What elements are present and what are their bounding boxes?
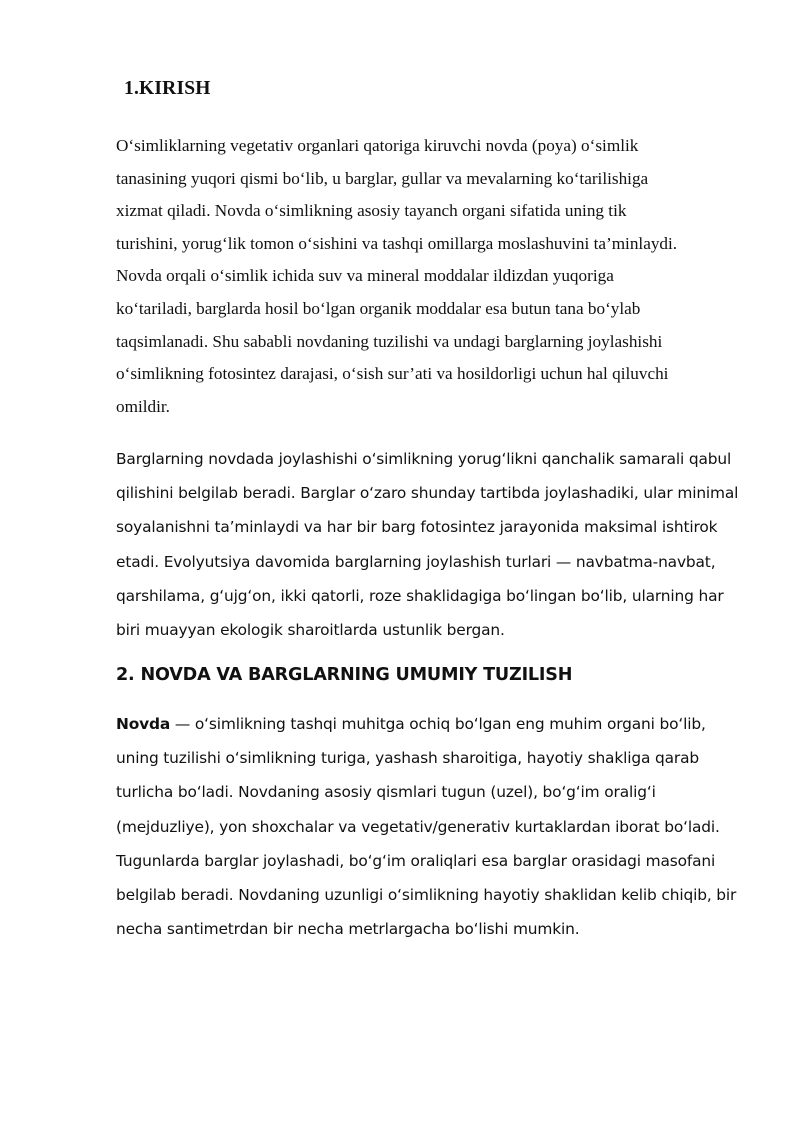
text-line: xizmat qiladi. Novda o‘simlikning asosiy tayanch organi sifatida uning tik [116, 201, 627, 221]
text-line: turlicha boʻladi. Novdaning asosiy qismlari tugun (uzel), boʻgʻim oraligʻi [116, 783, 656, 802]
section-heading-novda: 2. NOVDA VA BARGLARNING UMUMIY TUZILISH [116, 665, 573, 685]
text-line: qilishini belgilab beradi. Barglar oʻzaro shunday tartibda joylashadiki, ular minimal [116, 484, 739, 503]
text-fragment: — oʻsimlikning tashqi muhitga ochiq boʻlgan eng muhim organi boʻlib, [170, 715, 706, 733]
text-line: (mejduzliye), yon shoxchalar va vegetativ/generativ kurtaklardan iborat boʻladi. [116, 817, 720, 836]
text-line: turishini, yorug‘lik tomon o‘sishini va tashqi omillarga moslashuvini ta’minlaydi. [116, 233, 678, 253]
section-heading-kirish: 1.KIRISH [124, 78, 211, 99]
text-line: soyalanishni taʼminlaydi va har bir barg fotosintez jarayonida maksimal ishtirok [116, 518, 718, 537]
text-line: Tugunlarda barglar joylashadi, boʻgʻim oraliqlari esa barglar orasidagi masofani [116, 851, 716, 870]
text-line: o‘simlikning fotosintez darajasi, o‘sish sur’ati va hosildorligi uchun hal qiluvchi [116, 364, 669, 384]
text-line: omildir. [116, 396, 170, 416]
text-line: taqsimlanadi. Shu sababli novdaning tuzilishi va undagi barglarning joylashishi [116, 331, 663, 351]
text-line: etadi. Evolyutsiya davomida barglarning joylashish turlari — navbatma-navbat, [116, 552, 716, 571]
text-line: Novda orqali o‘simlik ichida suv va mineral moddalar ildizdan yuqoriga [116, 266, 614, 286]
text-line: O‘simliklarning vegetativ organlari qatoriga kiruvchi novda (poya) o‘simlik [116, 136, 639, 155]
intro-paragraph-2 [116, 442, 756, 647]
text-line: necha santimetrdan bir necha metrlargacha boʻlishi mumkin. [116, 920, 580, 939]
term-novda: Novda [116, 715, 171, 733]
intro-paragraph-1 [116, 130, 756, 423]
novda-paragraph [116, 707, 756, 946]
text-line [116, 707, 756, 741]
text-line: biri muayyan ekologik sharoitlarda ustunlik bergan. [116, 621, 505, 640]
text-line: qarshilama, gʻujgʻon, ikki qatorli, roze shaklidagiga boʻlingan boʻlib, ularning har [116, 586, 724, 605]
text-line: belgilab beradi. Novdaning uzunligi oʻsimlikning hayotiy shaklidan kelib chiqib, bir [116, 886, 737, 905]
text-line: ko‘tariladi, barglarda hosil bo‘lgan organik moddalar esa butun tana bo‘ylab [116, 298, 641, 318]
text-line: uning tuzilishi oʻsimlikning turiga, yashash sharoitiga, hayotiy shakliga qarab [116, 749, 699, 768]
text-line: Barglarning novdada joylashishi oʻsimlikning yorugʻlikni qanchalik samarali qabul [116, 450, 732, 468]
text-line: tanasining yuqori qismi bo‘lib, u barglar, gullar va mevalarning ko‘tarilishiga [116, 168, 649, 188]
